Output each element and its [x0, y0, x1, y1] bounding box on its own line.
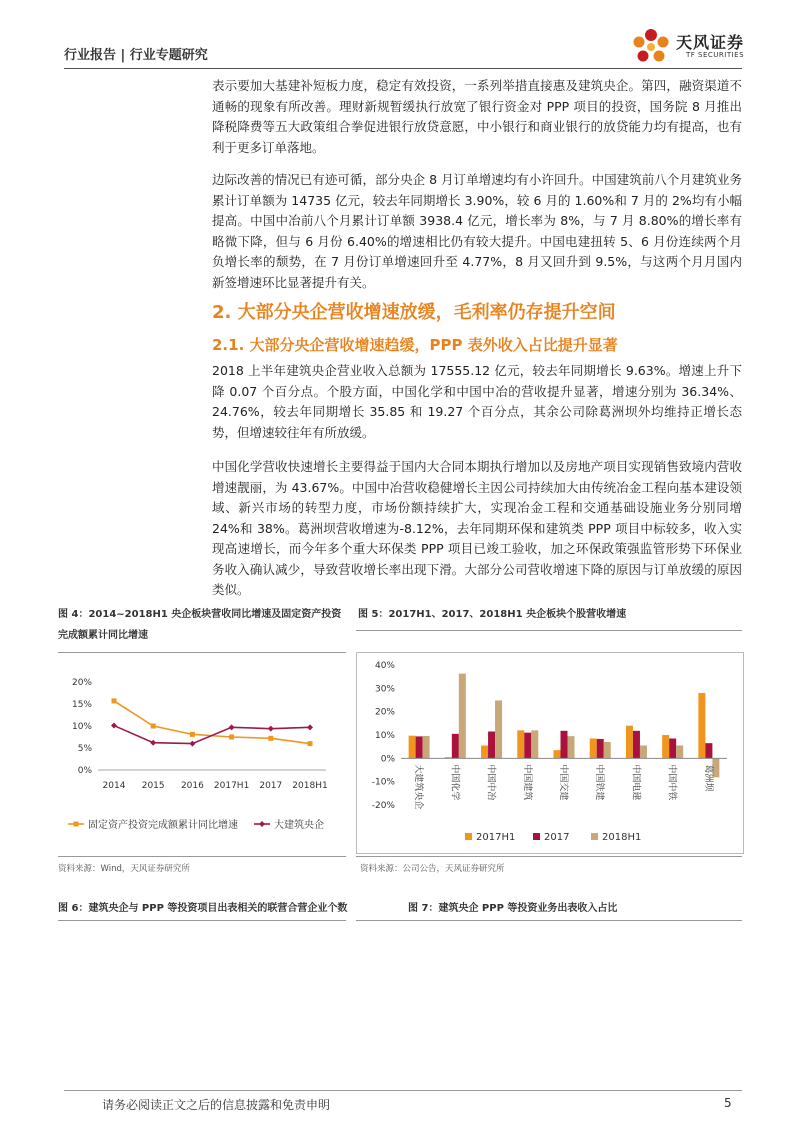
- bar: [590, 739, 597, 759]
- bar: [554, 750, 561, 758]
- x-tick-label: 中国中冶: [485, 764, 496, 801]
- data-point: [307, 724, 313, 730]
- legend-label: 2017: [544, 832, 570, 843]
- bar: [459, 674, 466, 759]
- series-line: [114, 701, 310, 744]
- logo-en-text: TF SECURITIES: [686, 51, 745, 59]
- header-divider: [64, 68, 742, 69]
- data-point: [229, 735, 234, 740]
- data-point: [189, 741, 195, 747]
- bar: [409, 736, 416, 759]
- bar: [705, 743, 712, 758]
- bar: [604, 742, 611, 758]
- figure-4-source: 资料来源：Wind，天风证券研究所: [58, 864, 190, 874]
- bar: [423, 736, 430, 758]
- y-tick-label: 10%: [71, 722, 92, 732]
- page-number: 5: [724, 1096, 732, 1110]
- data-point: [111, 723, 117, 729]
- figure-4-chart: [58, 658, 346, 850]
- data-point: [150, 740, 156, 746]
- figure-5-chart: [356, 652, 744, 854]
- figure-5-bottom-rule: [356, 856, 742, 857]
- legend-label: 2018H1: [602, 832, 642, 843]
- paragraph-2: 边际改善的情况已有迹可循，部分央企 8 月订单增速均有小许回升。中国建筑前八个月建筑业务累计订单额为 14735 亿元，较去年同期增长 3.90%，较 6 月的 1.60%和 7 月的 2%均有小幅提高。中国中冶前八个月累计订单额 3938.4 亿元，增长率为 8%，与 7 月 8.80%的增长率有略微下降，但与 6 月份 6.40%的增速相比仍有较大提升。中国电建扭转 5、6 月份连续两个月负增长率的颓势，在 7 月份订单增速回升至 4.77%，8 月又回升到 9.5%，与这两个月月国内新签增速环比显著提升有关。: [212, 172, 742, 290]
- x-tick-label: 2017H1: [213, 781, 250, 791]
- legend-label: 大建筑央企: [274, 820, 324, 831]
- x-tick-label: 中国交建: [558, 764, 568, 801]
- y-tick-label: -10%: [371, 777, 395, 788]
- y-tick-label: 5%: [77, 744, 92, 754]
- legend-swatch: [533, 833, 540, 840]
- figure-5-top-rule: [356, 630, 742, 631]
- bar: [568, 736, 575, 758]
- figure-4-title: 图 4：2014~2018H1 央企板块营收同比增速及固定资产投资完成额累计同比增速: [58, 609, 342, 641]
- company-logo: [628, 26, 748, 68]
- figure-6-rule: [58, 920, 346, 921]
- data-point: [190, 732, 195, 737]
- bar-chart: [357, 653, 741, 851]
- data-point: [112, 698, 117, 703]
- y-tick-label: 20%: [374, 707, 395, 718]
- y-tick-label: 40%: [374, 661, 395, 671]
- section-heading-2-1: 2.1. 大部分央企营收增速趋缓，PPP 表外收入占比提升显著: [212, 336, 618, 354]
- bar: [633, 731, 640, 759]
- y-tick-label: 10%: [374, 731, 395, 741]
- bar: [416, 736, 423, 758]
- section-heading-2: 2. 大部分央企营收增速放缓，毛利率仍存提升空间: [212, 302, 616, 323]
- x-tick-label: 2014: [102, 781, 126, 791]
- bar: [452, 734, 459, 759]
- footer-disclaimer: 请务必阅读正文之后的信息披露和免责申明: [102, 1098, 331, 1112]
- x-tick-label: 2018H1: [292, 781, 328, 791]
- header-title: 行业报告 | 行业专题研究: [64, 48, 208, 63]
- bar: [640, 746, 647, 759]
- x-tick-label: 2015: [141, 781, 165, 791]
- data-point: [268, 726, 274, 732]
- data-point: [151, 724, 156, 729]
- bar: [488, 732, 495, 759]
- y-tick-label: 0%: [380, 754, 395, 765]
- x-tick-label: 中国铁建: [594, 764, 605, 801]
- bar: [662, 735, 669, 758]
- paragraph-4: 中国化学营收快速增长主要得益于国内大合同本期执行增加以及房地产项目实现销售致境内营收增速靓丽，为 43.67%。中国中冶营收稳健增长主因公司持续加大由传统冶金工程向基本建设领域、新兴市场的转型力度，市场份额持续扩大，实现冶金工程和交通基础设施业务分别同增 24%和 38%。葛洲坝营收增速为-8.12%，去年同期环保和建筑类 PPP 项目中标较多，收入实现高速增长，而今年多个重大环保类 PPP 项目已竣工验收，加之环保政策强监管形势下环保业务收入确认减少，导致营收增长率出现下滑。大部分公司营收增速下降的原因与订单放缓的原因类似。: [212, 459, 742, 597]
- data-point: [229, 724, 235, 730]
- bar: [597, 739, 604, 758]
- paragraph-3: 2018 上半年建筑央企营业收入总额为 17555.12 亿元，较去年同期增长 9.63%。增速上升下降 0.07 个百分点。个股方面，中国化学和中国中冶的营收提升显著，增速分别为 36.34%、24.76%，较去年同期增长 35.85 和 19.27 个百分点，其余公司除葛洲坝外均维持正增长态势，但增速较往年有所放缓。: [212, 363, 742, 440]
- logo-flower-icon: [628, 26, 674, 68]
- bar: [626, 726, 633, 759]
- data-point: [308, 741, 313, 746]
- legend-swatch: [591, 833, 598, 840]
- legend-label: 2017H1: [476, 832, 516, 843]
- x-tick-label: 大建筑央企: [413, 764, 424, 810]
- bar: [698, 693, 705, 758]
- y-tick-label: 0%: [77, 766, 92, 776]
- legend-marker: [259, 821, 265, 827]
- footer-divider: [64, 1090, 742, 1091]
- y-tick-label: 20%: [71, 678, 92, 688]
- series-line: [114, 726, 310, 744]
- bar: [561, 731, 568, 759]
- x-tick-label: 中国中铁: [666, 764, 677, 801]
- legend-swatch: [465, 833, 472, 840]
- logo-cn-text: 天风证券: [676, 33, 745, 52]
- figure-7-rule: [356, 920, 742, 921]
- bar: [495, 700, 502, 758]
- paragraph-1: 表示要加大基建补短板力度，稳定有效投资，一系列举措直接惠及建筑央企。第四，融资渠道不通畅的现象有所改善。理财新规暂缓执行放宽了银行资金对 PPP 项目的投资，国务院 8 月推出降税降费等五大政策组合拳促进银行放贷意愿，中小银行和商业银行的放贷能力均有提高，也有利于更多订单落地。: [212, 78, 742, 155]
- x-tick-label: 中国化学: [449, 764, 460, 801]
- y-tick-label: 15%: [71, 700, 92, 710]
- y-tick-label: 30%: [374, 684, 395, 695]
- bar: [531, 730, 538, 758]
- bar: [481, 746, 488, 759]
- bar: [517, 730, 524, 758]
- legend-label: 固定资产投资完成额累计同比增速: [88, 820, 238, 831]
- bar: [524, 733, 531, 759]
- x-tick-label: 2017: [259, 781, 283, 791]
- y-tick-label: -20%: [371, 801, 395, 811]
- x-tick-label: 2016: [180, 781, 204, 791]
- figure-7-title: 图 7：建筑央企 PPP 等投资业务出表收入占比: [408, 903, 618, 914]
- figure-6-title: 图 6：建筑央企与 PPP 等投资项目出表相关的联营合营企业个数: [58, 903, 348, 914]
- figure-4-top-rule: [58, 652, 346, 653]
- figure-4-bottom-rule: [58, 856, 346, 857]
- figure-5-source: 资料来源：公司公告，天风证券研究所: [360, 864, 505, 874]
- bar: [669, 739, 676, 759]
- data-point: [268, 736, 273, 741]
- x-tick-label: 葛洲坝: [702, 764, 713, 792]
- x-tick-label: 中国电建: [630, 764, 641, 801]
- bar: [676, 746, 683, 759]
- line-chart: [58, 658, 346, 850]
- legend-marker: [74, 822, 79, 827]
- x-tick-label: 中国建筑: [521, 764, 532, 801]
- figure-5-title: 图 5：2017H1、2017、2018H1 央企板块个股营收增速: [358, 609, 627, 620]
